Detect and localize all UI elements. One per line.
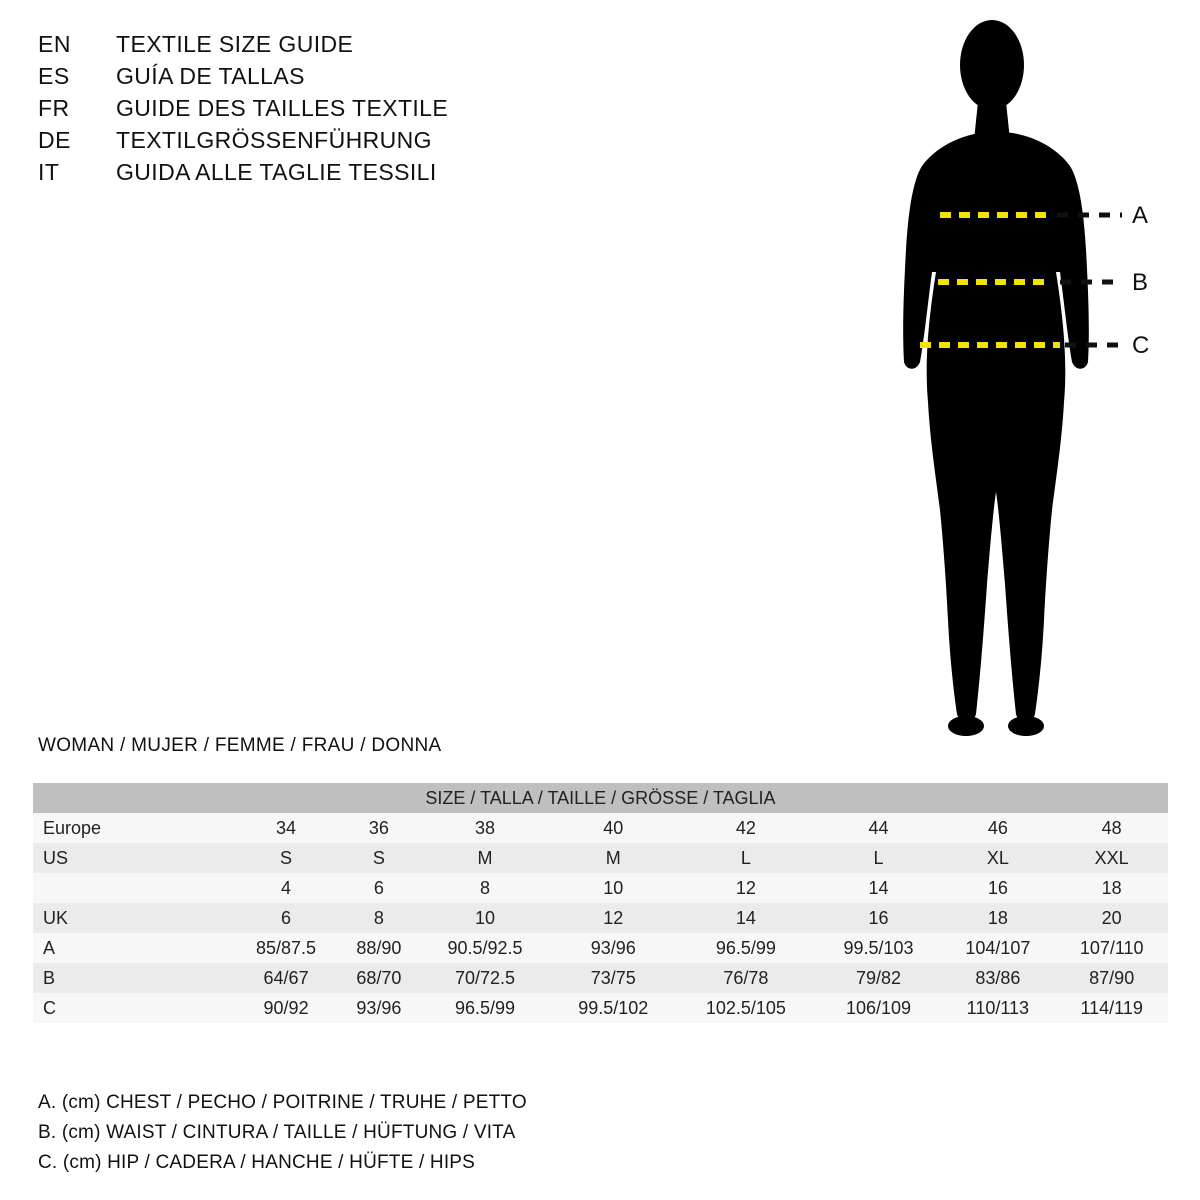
cell: 64/67 — [233, 963, 339, 993]
cell: M — [419, 843, 552, 873]
measure-label-b: B — [1132, 269, 1149, 296]
cell: 93/96 — [551, 933, 675, 963]
table-row — [33, 903, 1168, 933]
language-row — [38, 156, 638, 188]
cell: XL — [940, 843, 1055, 873]
language-code: FR — [38, 95, 70, 121]
language-code: ES — [38, 63, 70, 89]
table-band-header: SIZE / TALLA / TAILLE / GRÖSSE / TAGLIA — [33, 783, 1168, 813]
cell: S — [233, 843, 339, 873]
cell: 70/72.5 — [419, 963, 552, 993]
cell: 90.5/92.5 — [419, 933, 552, 963]
cell: 14 — [817, 873, 941, 903]
cell: M — [551, 843, 675, 873]
cell: XXL — [1055, 843, 1168, 873]
cell: 114/119 — [1055, 993, 1168, 1023]
cell: 99.5/103 — [817, 933, 941, 963]
row-label: A — [33, 933, 233, 963]
cell: 10 — [419, 903, 552, 933]
footnote-waist: B. (cm) WAIST / CINTURA / TAILLE / HÜFTUNG / VITA — [38, 1122, 516, 1143]
cell: 68/70 — [339, 963, 419, 993]
cell: 48 — [1055, 813, 1168, 843]
cell: 85/87.5 — [233, 933, 339, 963]
cell: 87/90 — [1055, 963, 1168, 993]
row-label: US — [33, 843, 233, 873]
language-title: TEXTILGRÖSSENFÜHRUNG — [116, 127, 432, 153]
footnote-hip: C. (cm) HIP / CADERA / HANCHE / HÜFTE / HIPS — [38, 1152, 476, 1173]
cell: 46 — [940, 813, 1055, 843]
size-table — [33, 783, 1168, 1023]
cell: 38 — [419, 813, 552, 843]
language-title: GUÍA DE TALLAS — [116, 63, 305, 89]
language-row — [38, 60, 638, 92]
language-title: GUIDE DES TAILLES TEXTILE — [116, 95, 449, 121]
table-row — [33, 933, 1168, 963]
cell: 83/86 — [940, 963, 1055, 993]
cell: 40 — [551, 813, 675, 843]
table-row — [33, 993, 1168, 1023]
language-title: TEXTILE SIZE GUIDE — [116, 31, 354, 57]
measure-label-a: A — [1132, 202, 1149, 229]
language-code: IT — [38, 159, 60, 185]
cell: L — [817, 843, 941, 873]
cell: 12 — [675, 873, 816, 903]
cell: 79/82 — [817, 963, 941, 993]
language-row — [38, 28, 638, 60]
footnotes-block — [38, 1088, 738, 1178]
cell: 18 — [940, 903, 1055, 933]
row-label: C — [33, 993, 233, 1023]
table-row — [33, 813, 1168, 843]
cell: 99.5/102 — [551, 993, 675, 1023]
cell: 36 — [339, 813, 419, 843]
cell: 106/109 — [817, 993, 941, 1023]
footnote-chest: A. (cm) CHEST / PECHO / POITRINE / TRUHE / PETTO — [38, 1092, 527, 1113]
language-row — [38, 124, 638, 156]
cell: 12 — [551, 903, 675, 933]
language-title: GUIDA ALLE TAGLIE TESSILI — [116, 159, 437, 185]
measure-label-c: C — [1132, 332, 1150, 359]
cell: 90/92 — [233, 993, 339, 1023]
row-label: Europe — [33, 813, 233, 843]
row-label — [33, 873, 233, 903]
cell: 42 — [675, 813, 816, 843]
cell: 6 — [339, 873, 419, 903]
female-silhouette-figure — [860, 10, 1190, 750]
language-code: DE — [38, 127, 71, 153]
cell: 93/96 — [339, 993, 419, 1023]
cell: 107/110 — [1055, 933, 1168, 963]
cell: 34 — [233, 813, 339, 843]
cell: 14 — [675, 903, 816, 933]
cell: L — [675, 843, 816, 873]
cell: 18 — [1055, 873, 1168, 903]
cell: S — [339, 843, 419, 873]
cell: 20 — [1055, 903, 1168, 933]
table-row — [33, 843, 1168, 873]
silhouette-icon — [860, 10, 1190, 750]
table-row — [33, 963, 1168, 993]
cell: 96.5/99 — [675, 933, 816, 963]
cell: 16 — [817, 903, 941, 933]
cell: 110/113 — [940, 993, 1055, 1023]
cell: 6 — [233, 903, 339, 933]
cell: 88/90 — [339, 933, 419, 963]
cell: 76/78 — [675, 963, 816, 993]
language-code: EN — [38, 31, 71, 57]
cell: 4 — [233, 873, 339, 903]
language-row — [38, 92, 638, 124]
table-row — [33, 873, 1168, 903]
cell: 102.5/105 — [675, 993, 816, 1023]
table-band-header-row — [33, 783, 1168, 813]
row-label: B — [33, 963, 233, 993]
cell: 16 — [940, 873, 1055, 903]
cell: 44 — [817, 813, 941, 843]
cell: 73/75 — [551, 963, 675, 993]
cell: 96.5/99 — [419, 993, 552, 1023]
language-header-block — [38, 28, 638, 188]
cell: 8 — [419, 873, 552, 903]
section-title-woman: WOMAN / MUJER / FEMME / FRAU / DONNA — [38, 735, 442, 756]
cell: 8 — [339, 903, 419, 933]
cell: 104/107 — [940, 933, 1055, 963]
row-label: UK — [33, 903, 233, 933]
cell: 10 — [551, 873, 675, 903]
